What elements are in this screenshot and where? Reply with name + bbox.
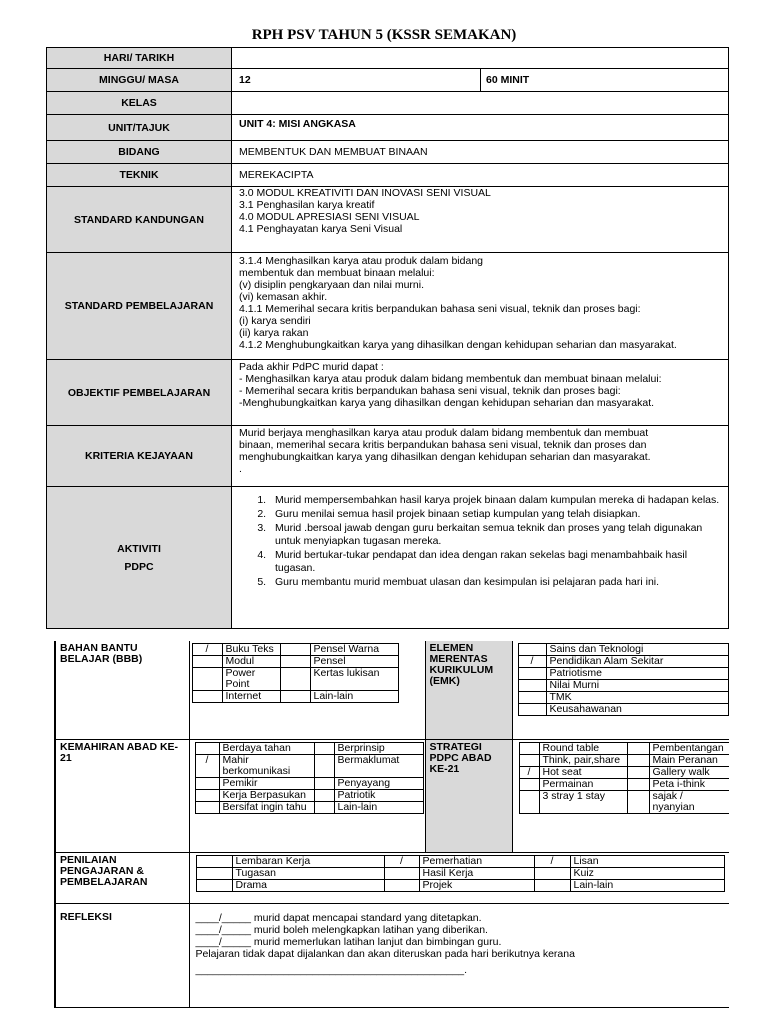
strategi-item: 3 stray 1 stay	[539, 790, 627, 813]
strategi-mark[interactable]: /	[519, 766, 539, 778]
strategi-item: sajak / nyanyian	[649, 790, 729, 813]
strategi-mark[interactable]	[627, 766, 649, 778]
strategi-item: Hot seat	[539, 766, 627, 778]
bbb-item: Pensel	[310, 656, 398, 668]
activity-item: 1. Murid mempersembahkan hasil karya projek binaan dalam kumpulan mereka di hadapan kelas.	[269, 494, 721, 507]
penilaian-row	[196, 867, 724, 879]
penilaian-checklist	[196, 855, 725, 892]
bidang-value: MEMBENTUK DAN MEMBUAT BINAAN	[232, 141, 729, 164]
penilaian-mark[interactable]: /	[534, 855, 570, 867]
abad-row	[195, 754, 423, 777]
bbb-item: Internet	[222, 691, 280, 703]
strategi-checklist	[519, 742, 730, 814]
penilaian-row	[196, 879, 724, 891]
emk-checklist	[518, 643, 729, 716]
masa-value: 60 MINIT	[481, 69, 729, 92]
bbb-row	[192, 668, 398, 691]
bbb-item: Modul	[222, 656, 280, 668]
sp-label: STANDARD PEMBELAJARAN	[47, 253, 232, 360]
aktiviti-value	[232, 487, 729, 629]
kk-line: binaan, memerihal secara kritis berpandukan bahasa seni visual, teknik dan proses dan	[239, 439, 647, 451]
bbb-item: Lain-lain	[310, 691, 398, 703]
sp-value	[232, 253, 729, 360]
sk-line: 3.1 Penghasilan karya kreatif	[239, 199, 375, 211]
abad-item: Kerja Berpasukan	[219, 789, 314, 801]
strategi-item: Main Peranan	[649, 754, 729, 766]
unit-value: UNIT 4: MISI ANGKASA	[232, 115, 729, 141]
abad-mark[interactable]	[195, 801, 219, 813]
refleksi-line: ____/_____ murid boleh melengkapkan latihan yang diberikan.	[195, 923, 488, 936]
penilaian-item: Lain-lain	[570, 879, 724, 891]
unit-label: UNIT/TAJUK	[47, 115, 232, 141]
penilaian-item: Pemerhatian	[419, 855, 534, 867]
teknik-value: MEREKACIPTA	[232, 164, 729, 187]
strategi-mark[interactable]	[627, 790, 649, 813]
strategi-row	[519, 778, 729, 790]
op-line: -Menghubungkaitkan karya yang dihasilkan dengan kehidupan seharian dan masyarakat.	[239, 397, 655, 409]
penilaian-item: Drama	[232, 879, 384, 891]
activity-item: 2. Guru menilai semua hasil projek binaan setiap kumpulan yang telah disiapkan.	[269, 508, 721, 521]
strategi-item: Peta i-think	[649, 778, 729, 790]
penilaian-mark[interactable]	[384, 879, 419, 891]
abad-item: Pemikir	[219, 777, 314, 789]
hari-label: HARI/ TARIKH	[47, 48, 232, 69]
strategi-row	[519, 754, 729, 766]
penilaian-item: Hasil Kerja	[419, 867, 534, 879]
emk-mark[interactable]: /	[518, 656, 546, 668]
op-line: - Memerihal secara kritis berpandukan bahasa seni visual, teknik dan proses bagi:	[239, 385, 621, 397]
penilaian-mark[interactable]	[534, 867, 570, 879]
abad-label: KEMAHIRAN ABAD KE-21	[55, 739, 189, 852]
abad-mark[interactable]	[195, 742, 219, 754]
emk-row	[518, 656, 728, 668]
emk-item: Patriotisme	[546, 668, 728, 680]
abad-row	[195, 777, 423, 789]
emk-label: ELEMEN MERENTAS KURIKULUM (EMK)	[425, 641, 512, 739]
abad-checklist	[195, 742, 424, 814]
strategi-item: Think, pair,share	[539, 754, 627, 766]
activity-item: 3. Murid .bersoal jawab dengan guru berkaitan semua teknik dan proses yang telah digunakan untuk menyiapkan tugasan mereka.	[269, 522, 721, 548]
strategi-row	[519, 790, 729, 813]
sp-line: 4.1.1 Memerihal secara kritis berpandukan bahasa seni visual, teknik dan proses bagi:	[239, 303, 641, 315]
abad-mark[interactable]	[314, 777, 334, 789]
emk-row	[518, 692, 728, 704]
abad-item: Mahir berkomunikasi	[219, 754, 314, 777]
bbb-mark[interactable]	[280, 644, 310, 656]
bbb-row	[192, 644, 398, 656]
sk-line: 3.0 MODUL KREATIVITI DAN INOVASI SENI VISUAL	[239, 187, 491, 199]
bbb-item: Buku Teks	[222, 644, 280, 656]
strategi-mark[interactable]	[519, 742, 539, 754]
kelas-value	[232, 92, 729, 115]
refleksi-label: REFLEKSI	[55, 903, 189, 1007]
page-title: RPH PSV TAHUN 5 (KSSR SEMAKAN)	[251, 27, 517, 43]
strategi-mark[interactable]	[519, 790, 539, 813]
lesson-info-table	[46, 47, 729, 629]
penilaian-mark[interactable]	[196, 855, 232, 867]
emk-mark[interactable]	[518, 692, 546, 704]
penilaian-item: Kuiz	[570, 867, 724, 879]
bbb-mark[interactable]	[280, 668, 310, 691]
refleksi-line: ____/_____ murid dapat mencapai standard yang ditetapkan.	[195, 911, 482, 924]
abad-item: Lain-lain	[334, 801, 423, 813]
strategi-mark[interactable]	[519, 754, 539, 766]
strategi-item: Permainan	[539, 778, 627, 790]
emk-mark[interactable]	[518, 704, 546, 716]
bbb-row	[192, 691, 398, 703]
penilaian-item: Lisan	[570, 855, 724, 867]
sp-line: membentuk dan membuat binaan melalui:	[239, 267, 435, 279]
sk-value	[232, 187, 729, 253]
emk-row	[518, 680, 728, 692]
kk-line: .	[239, 463, 242, 475]
emk-row	[518, 644, 728, 656]
strategi-item: Round table	[539, 742, 627, 754]
strategi-item: Pembentangan	[649, 742, 729, 754]
aktiviti-label-line: AKTIVITI	[117, 542, 161, 555]
abad-mark[interactable]	[314, 742, 334, 754]
checklist-section	[54, 641, 729, 1008]
bbb-mark[interactable]	[192, 656, 222, 668]
penilaian-label: PENILAIAN PENGAJARAN & PEMBELAJARAN	[55, 852, 189, 903]
abad-row	[195, 789, 423, 801]
emk-mark[interactable]	[518, 668, 546, 680]
op-line: - Menghasilkan karya atau produk dalam bidang membentuk dan membuat binaan melalui:	[239, 373, 662, 385]
abad-mark[interactable]: /	[195, 754, 219, 777]
emk-mark[interactable]	[518, 680, 546, 692]
activity-item: 5. Guru membantu murid membuat ulasan dan kesimpulan isi pelajaran pada hari ini.	[269, 576, 721, 589]
strategi-row	[519, 766, 729, 778]
strategi-mark[interactable]	[627, 742, 649, 754]
abad-row	[195, 801, 423, 813]
sp-line: (v) disiplin pengkaryaan dan nilai murni.	[239, 279, 425, 291]
strategi-row	[519, 742, 729, 754]
sk-label: STANDARD KANDUNGAN	[47, 187, 232, 253]
refleksi-line: Pelajaran tidak dapat dijalankan dan akan diteruskan pada hari berikutnya kerana	[195, 947, 575, 960]
sp-line: (vi) kemasan akhir.	[239, 291, 328, 303]
bbb-mark[interactable]	[192, 691, 222, 703]
strategi-mark[interactable]	[627, 754, 649, 766]
bbb-label: BAHAN BANTU BELAJAR (BBB)	[55, 641, 189, 739]
emk-item: Pendidikan Alam Sekitar	[546, 656, 728, 668]
kk-value	[232, 426, 729, 487]
abad-mark[interactable]	[314, 789, 334, 801]
kk-line: menghubungkaitkan karya yang dihasilkan dengan kehidupan seharian dan masyarakat.	[239, 451, 651, 463]
abad-item: Patriotik	[334, 789, 423, 801]
aktiviti-label	[47, 487, 232, 629]
bbb-item: Pensel Warna	[310, 644, 398, 656]
refleksi-line: ______________________________________________.	[195, 963, 468, 976]
abad-mark[interactable]	[314, 801, 334, 813]
activity-list	[239, 494, 721, 589]
penilaian-mark[interactable]	[534, 879, 570, 891]
emk-item: TMK	[546, 692, 728, 704]
abad-item: Berdaya tahan	[219, 742, 314, 754]
sp-line: 3.1.4 Menghasilkan karya atau produk dalam bidang	[239, 255, 483, 267]
penilaian-mark[interactable]	[196, 879, 232, 891]
abad-item: Penyayang	[334, 777, 423, 789]
op-label: OBJEKTIF PEMBELAJARAN	[47, 360, 232, 426]
refleksi-content	[189, 903, 729, 1007]
bbb-mark[interactable]	[280, 656, 310, 668]
op-value	[232, 360, 729, 426]
penilaian-row	[196, 855, 724, 867]
penilaian-mark[interactable]: /	[384, 855, 419, 867]
sp-line: (i) karya sendiri	[239, 315, 311, 327]
emk-item: Nilai Murni	[546, 680, 728, 692]
abad-row	[195, 742, 423, 754]
op-line: Pada akhir PdPC murid dapat :	[239, 361, 384, 373]
kk-line: Murid berjaya menghasilkan karya atau produk dalam bidang membentuk dan membuat	[239, 427, 649, 439]
bbb-mark[interactable]	[192, 668, 222, 691]
emk-item: Keusahawanan	[546, 704, 728, 716]
abad-item: Berprinsip	[334, 742, 423, 754]
abad-mark[interactable]	[195, 789, 219, 801]
bbb-mark[interactable]	[280, 691, 310, 703]
strategi-item: Gallery walk	[649, 766, 729, 778]
bidang-label: BIDANG	[47, 141, 232, 164]
penilaian-item: Tugasan	[232, 867, 384, 879]
bbb-item: Power Point	[222, 668, 280, 691]
teknik-label: TEKNIK	[47, 164, 232, 187]
bbb-row	[192, 656, 398, 668]
strategi-mark[interactable]	[627, 778, 649, 790]
emk-item: Sains dan Teknologi	[546, 644, 728, 656]
penilaian-mark[interactable]	[196, 867, 232, 879]
kk-label: KRITERIA KEJAYAAN	[47, 426, 232, 487]
emk-row	[518, 668, 728, 680]
penilaian-item: Lembaran Kerja	[232, 855, 384, 867]
minggu-label: MINGGU/ MASA	[47, 69, 232, 92]
refleksi-line: ____/_____ murid memerlukan latihan lanjut dan bimbingan guru.	[195, 935, 502, 948]
penilaian-item: Projek	[419, 879, 534, 891]
activity-item: 4. Murid bertukar-tukar pendapat dan idea dengan rakan sekelas bagi menambahbaik hasil tugasan.	[269, 549, 721, 575]
bbb-checklist	[192, 643, 399, 703]
sk-line: 4.1 Penghayatan karya Seni Visual	[239, 223, 403, 235]
kelas-label: KELAS	[47, 92, 232, 115]
minggu-value: 12	[232, 69, 481, 92]
abad-mark[interactable]	[314, 754, 334, 777]
emk-mark[interactable]	[518, 644, 546, 656]
emk-row	[518, 704, 728, 716]
penilaian-mark[interactable]	[384, 867, 419, 879]
strategi-mark[interactable]	[519, 778, 539, 790]
sp-line: 4.1.2 Menghubungkaitkan karya yang dihasilkan dengan kehidupan seharian dan masyarakat.	[239, 339, 677, 351]
strategi-label: STRATEGI PDPC ABAD KE-21	[425, 739, 512, 852]
abad-item: Bersifat ingin tahu	[219, 801, 314, 813]
bbb-mark[interactable]: /	[192, 644, 222, 656]
bbb-item: Kertas lukisan	[310, 668, 398, 691]
hari-value	[232, 48, 729, 69]
abad-mark[interactable]	[195, 777, 219, 789]
sk-line: 4.0 MODUL APRESIASI SENI VISUAL	[239, 211, 420, 223]
aktiviti-label-line: PDPC	[124, 560, 154, 573]
abad-item: Bermaklumat	[334, 754, 423, 777]
sp-line: (ii) karya rakan	[239, 327, 309, 339]
